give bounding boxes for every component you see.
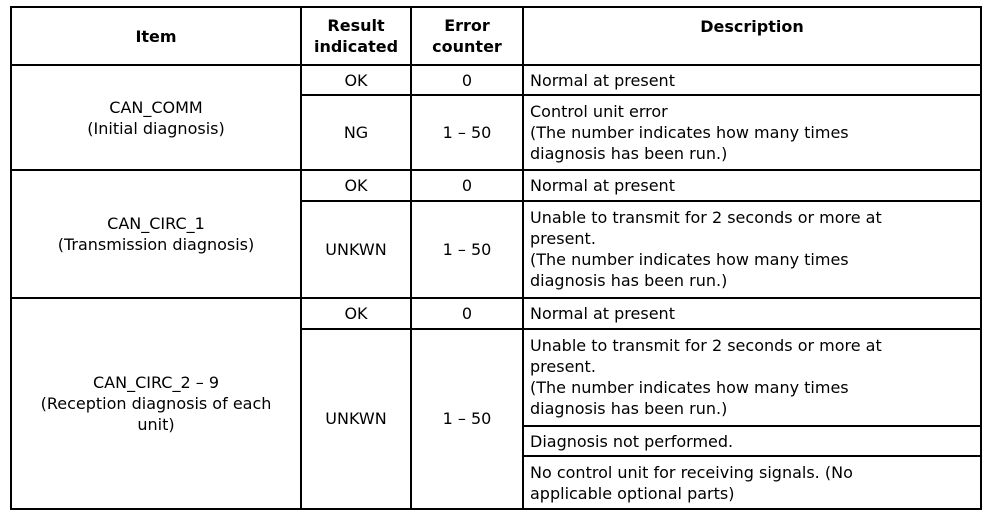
- description-cell: [523, 426, 981, 456]
- item-cell: [11, 170, 301, 298]
- description-cell: [523, 298, 981, 328]
- result-cell: UNKWN: [301, 329, 411, 509]
- description-cell: [523, 95, 981, 170]
- header-counter-line: Error: [444, 16, 490, 35]
- description-line: present.: [530, 229, 596, 249]
- description-line: (The number indicates how many times: [530, 123, 849, 143]
- table-row: [11, 65, 981, 95]
- description-cell: [523, 201, 981, 298]
- counter-cell: 0: [411, 170, 523, 200]
- item-line: unit): [137, 415, 175, 435]
- diagnosis-table: [10, 6, 982, 510]
- description-cell: [523, 65, 981, 95]
- result-cell: OK: [301, 170, 411, 200]
- description-line: (The number indicates how many times: [530, 250, 849, 270]
- result-cell: UNKWN: [301, 201, 411, 298]
- description-line: Unable to transmit for 2 seconds or more at: [530, 336, 882, 356]
- description-line: Normal at present: [530, 303, 675, 323]
- result-cell: OK: [301, 65, 411, 95]
- header-counter: [411, 7, 523, 65]
- description-line: diagnosis has been run.): [530, 271, 728, 291]
- description-line: Unable to transmit for 2 seconds or more at: [530, 208, 882, 228]
- header-row: [11, 7, 981, 65]
- description-line: diagnosis has been run.): [530, 144, 728, 164]
- description-line: Diagnosis not performed.: [530, 431, 734, 451]
- description-line: Normal at present: [530, 176, 675, 196]
- description-cell: [523, 170, 981, 200]
- counter-cell: 1 – 50: [411, 201, 523, 298]
- header-result: [301, 7, 411, 65]
- item-line: (Reception diagnosis of each: [40, 394, 272, 414]
- item-cell: [11, 298, 301, 509]
- item-line: (Initial diagnosis): [87, 118, 225, 138]
- header-result-line: Result: [327, 16, 385, 35]
- result-cell: NG: [301, 95, 411, 170]
- description-cell: [523, 329, 981, 426]
- description-line: diagnosis has been run.): [530, 399, 728, 419]
- description-line: No control unit for receiving signals. (No: [530, 462, 853, 482]
- description-line: applicable optional parts): [530, 483, 735, 503]
- counter-cell: 1 – 50: [411, 329, 523, 509]
- result-cell: OK: [301, 298, 411, 328]
- item-cell: [11, 65, 301, 170]
- item-line: CAN_CIRC_1: [107, 214, 205, 234]
- header-description: Description: [523, 7, 981, 65]
- description-line: Control unit error: [530, 102, 668, 122]
- header-counter-line: counter: [432, 37, 502, 56]
- description-line: (The number indicates how many times: [530, 378, 849, 398]
- description-line: present.: [530, 357, 596, 377]
- table-row: [11, 298, 981, 328]
- description-line: Normal at present: [530, 70, 675, 90]
- counter-cell: 0: [411, 65, 523, 95]
- item-line: (Transmission diagnosis): [57, 235, 255, 255]
- counter-cell: 0: [411, 298, 523, 328]
- item-line: CAN_CIRC_2 – 9: [93, 373, 219, 393]
- table-row: [11, 170, 981, 200]
- description-cell: [523, 456, 981, 509]
- header-result-line: indicated: [313, 37, 399, 56]
- header-item: Item: [11, 7, 301, 65]
- counter-cell: 1 – 50: [411, 95, 523, 170]
- item-line: CAN_COMM: [109, 97, 203, 117]
